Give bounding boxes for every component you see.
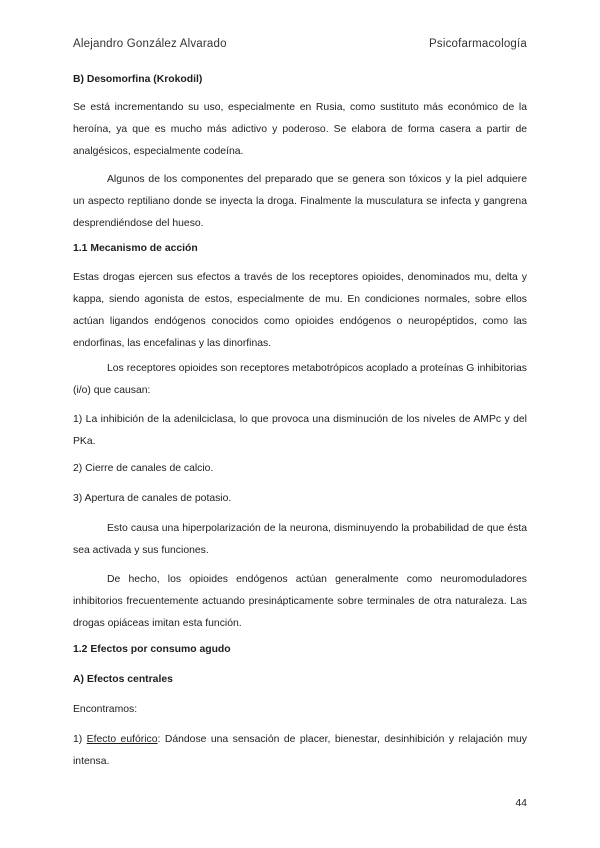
header-author: Alejandro González Alvarado — [73, 38, 227, 50]
list-item-2: 2) Cierre de canales de calcio. — [73, 463, 214, 474]
euforico-text: : Dándose una sensación de placer, bienestar, desinhibición y relajación muy intensa. — [73, 734, 527, 767]
euforico-number: 1) — [73, 734, 87, 745]
heading-mecanismo: 1.1 Mecanismo de acción — [73, 243, 198, 254]
paragraph-3: Estas drogas ejercen sus efectos a través de los receptores opioides, denominados mu, delta y kappa, siendo agonista de estos, especialmente de mu. En condiciones normales, sobre ellos actúan ligandos endógenos conocidos como opioides endógenos o neuropéptidos, como las endorfinas, las encefalinas y las dinorfinas. — [73, 272, 527, 349]
paragraph-4: Los receptores opioides son receptores metabotrópicos acoplado a proteínas G inhibitorias (i/o) que causan: — [73, 363, 527, 396]
paragraph-6: De hecho, los opioides endógenos actúan generalmente como neuromoduladores inhibitorios frecuentemente actuando presinápticamente sobre terminales de otra naturaleza. Las drogas opiáceas imitan esta función. — [73, 574, 527, 629]
heading-centrales: A) Efectos centrales — [73, 674, 173, 685]
heading-desomorfina: B) Desomorfina (Krokodil) — [73, 74, 203, 85]
list-item-1: 1) La inhibición de la adenilciclasa, lo que provoca una disminución de los niveles de AMPc y del PKa. — [73, 414, 527, 447]
page-number: 44 — [515, 797, 527, 809]
list-item-euforico — [73, 729, 527, 773]
heading-efectos: 1.2 Efectos por consumo agudo — [73, 644, 231, 655]
list-item-3: 3) Apertura de canales de potasio. — [73, 493, 232, 504]
encontramos-text: Encontramos: — [73, 704, 138, 715]
paragraph-1: Se está incrementando su uso, especialmente en Rusia, como sustituto más económico de la heroína, ya que es mucho más adictivo y poderoso. Se elabora de forma casera a partir de analgésicos, especialmente codeína. — [73, 102, 527, 157]
paragraph-2: Algunos de los componentes del preparado que se genera son tóxicos y la piel adquiere un aspecto reptiliano donde se inyecta la droga. Finalmente la musculatura se infecta y gangrena desprendiéndose del hueso. — [73, 174, 527, 229]
euforico-term: Efecto eufórico — [86, 734, 158, 745]
paragraph-5: Esto causa una hiperpolarización de la neurona, disminuyendo la probabilidad de que ésta sea activada y sus funciones. — [73, 523, 527, 556]
header-subject: Psicofarmacología — [429, 38, 527, 50]
